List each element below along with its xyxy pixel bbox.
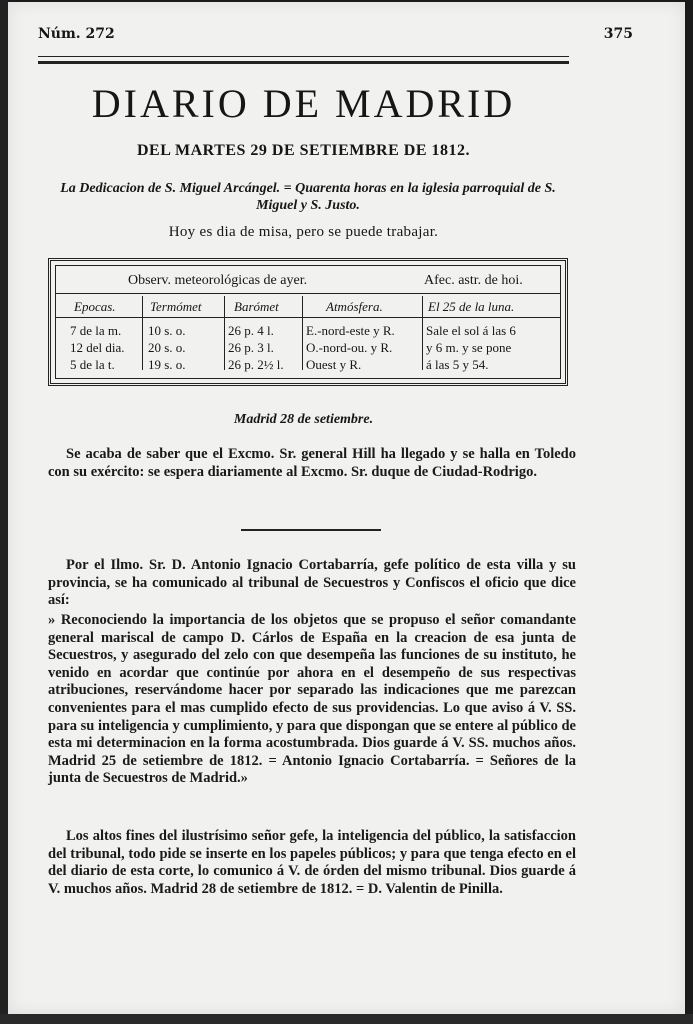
meteorology-heading: Observ. meteorológicas de ayer. [128, 273, 308, 288]
meteorology-table [48, 258, 568, 386]
mass-note: Hoy es dia de misa, pero se puede trabajar. [168, 224, 439, 240]
table-rule-top [56, 293, 560, 294]
masthead-title: DIARIO DE MADRID [91, 81, 516, 126]
astronomy-heading: Afec. astr. de hoi. [424, 273, 523, 288]
scan-edge-left [0, 0, 8, 1024]
moon-cell: y 6 m. y se pone [426, 340, 512, 355]
epoca-cell: 7 de la m. [70, 323, 122, 338]
col-termometro: Termómet [150, 299, 202, 314]
table-divider [302, 296, 303, 370]
page-number: 375 [603, 26, 633, 42]
news-paragraph: Se acaba de saber que el Excmo. Sr. general Hill ha llegado y se halla en Toledo con su exército: se espera diariamente al Excmo. Sr. duque de Ciudad-Rodrigo. [48, 446, 576, 480]
barometro-cell: 26 p. 2½ l. [228, 357, 284, 372]
article-dateline: Madrid 28 de setiembre. [233, 412, 374, 427]
closing-paragraph: Los altos fines del ilustrísimo señor gefe, la inteligencia del público, la satisfaccion del tribunal, todo pide se inserte en los papeles públicos; y para que tenga efecto en el del diario de esta corte, lo comunico á V. de órden del mismo tribunal. Dios guarde á V. muchos años. Madrid 28 de setiembre de 1812. = D. Valentin de Pinilla. [48, 828, 576, 897]
scan-edge-bottom [0, 1014, 693, 1024]
meteorology-table-inner [55, 265, 561, 379]
section-separator [241, 529, 381, 531]
termometro-cell: 19 s. o. [148, 357, 186, 372]
termometro-cell: 20 s. o. [148, 340, 186, 355]
dedication-text: La Dedicacion de S. Miguel Arcángel. = Quarenta horas en la iglesia parroquial de S. Miguel y S. Justo. [60, 181, 556, 213]
barometro-cell: 26 p. 3 l. [228, 340, 274, 355]
table-divider [422, 296, 423, 370]
masthead-date: DEL MARTES 29 DE SETIEMBRE DE 1812. [137, 142, 470, 159]
moon-cell: á las 5 y 54. [426, 357, 489, 372]
issue-number: Núm. 272 [38, 26, 115, 42]
moon-cell: Sale el sol á las 6 [426, 323, 516, 338]
col-barometro: Barómet [234, 299, 279, 314]
newspaper-page [8, 2, 685, 1014]
atmosfera-cell: Ouest y R. [306, 357, 362, 372]
notice-body-paragraph: » Reconociendo la importancia de los objetos que se propuso el señor comandante general mariscal de campo D. Cárlos de España en la creacion de esa junta de Secuestros, y asegurado del zelo con que desempeña las funciones de su instituto, he venido en acordar que continúe por ahora en el desempeño de sus respectivas atribuciones, reservándome hacer por separado las indicaciones que me parezcan convenientes para el mas cumplido efecto de sus providencias. Lo que aviso á V. SS. para su inteligencia y cumplimiento, y para que dispongan que se entere al público de esta mi determinacion en la forma acostumbrada. Dios guarde á V. SS. muchos años. Madrid 25 de setiembre de 1812. = Antonio Ignacio Cortabarría. = Señores de la junta de Secuestros de Madrid.» [48, 612, 576, 787]
epoca-cell: 12 del dia. [70, 340, 125, 355]
header-rule-thin [38, 56, 569, 57]
header-rule-thick [38, 61, 569, 64]
notice-intro-paragraph: Por el Ilmo. Sr. D. Antonio Ignacio Cortabarría, gefe político de esta villa y su provincia, se ha comunicado al tribunal de Secuestros y Confiscos el oficio que dice así: [48, 557, 576, 609]
col-luna: El 25 de la luna. [428, 299, 515, 314]
barometro-cell: 26 p. 4 l. [228, 323, 274, 338]
epoca-cell: 5 de la t. [70, 357, 115, 372]
atmosfera-cell: O.-nord-ou. y R. [306, 340, 393, 355]
table-rule-header [56, 317, 560, 318]
col-atmosfera: Atmósfera. [326, 299, 383, 314]
atmosfera-cell: E.-nord-este y R. [306, 323, 395, 338]
col-epocas: Epocas. [74, 299, 116, 314]
table-divider [224, 296, 225, 370]
table-divider [142, 296, 143, 370]
termometro-cell: 10 s. o. [148, 323, 186, 338]
